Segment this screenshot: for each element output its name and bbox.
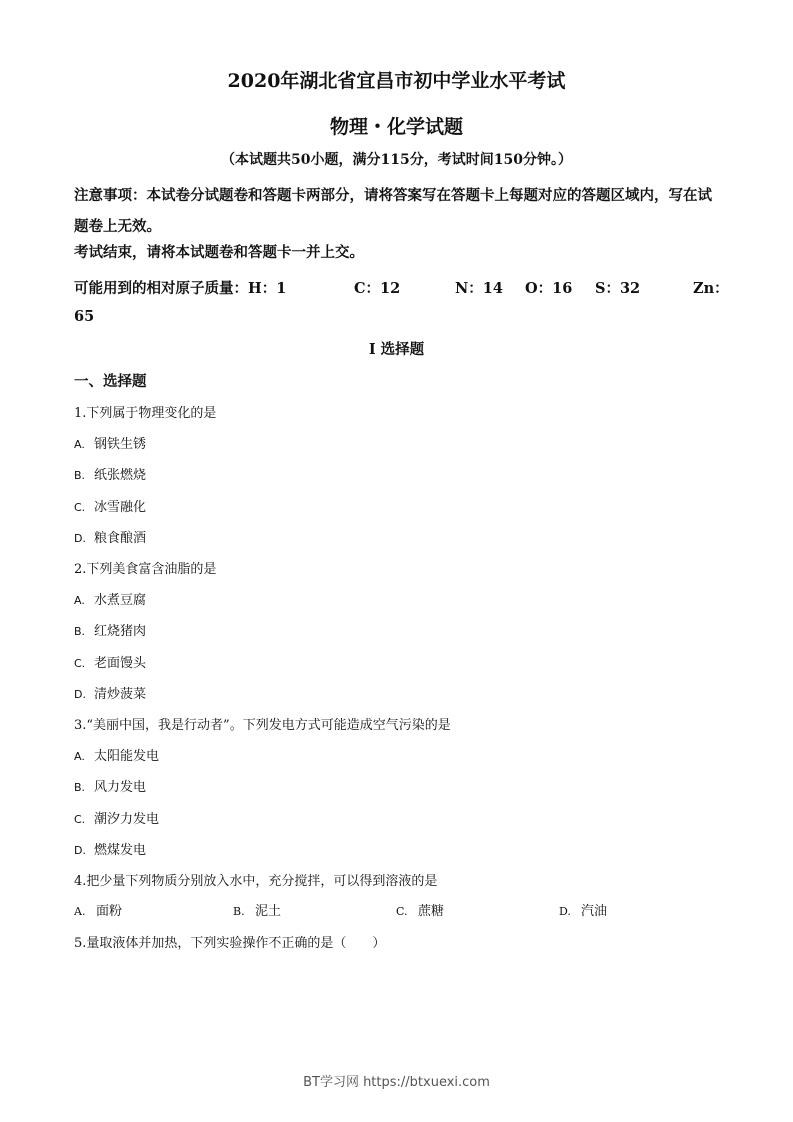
option-text: 风力发电 [94, 780, 147, 795]
option-letter: B. [74, 469, 86, 482]
option-text: 面粉 [96, 904, 123, 919]
answer-option [74, 464, 146, 483]
option-text: 红烧猪肉 [94, 624, 147, 639]
answer-option [559, 900, 607, 919]
answer-option [74, 620, 146, 639]
answer-option [396, 900, 444, 919]
atomic-mass-zn-value: 65 [74, 308, 95, 325]
option-letter: A. [74, 594, 85, 607]
option-text: 泥土 [255, 904, 282, 919]
answer-option [74, 652, 146, 671]
atomic-mass-zn: Zn： [693, 280, 729, 297]
option-text: 潮汐力发电 [94, 812, 160, 827]
question-stem: 5.量取液体并加热，下列实验操作不正确的是（ ） [74, 936, 386, 951]
answer-option [74, 683, 146, 702]
exam-title: 2020年湖北省宜昌市初中学业水平考试 [227, 70, 566, 92]
option-letter: B. [74, 625, 86, 638]
option-letter: C. [74, 813, 86, 826]
atomic-mass-c: C：12 [354, 280, 401, 297]
atomic-mass-label: 可能用到的相对原子质量：H：1 [74, 280, 287, 297]
notice-text: 注意事项：本试卷分试题卷和答题卡两部分，请将答案写在答题卡上每题对应的答题区域内，写在试题卷上无效。 [74, 187, 712, 235]
submission-note: 考试结束，请将本试题卷和答题卡一并上交。 [74, 244, 364, 261]
option-letter: D. [74, 844, 86, 857]
part-title: 一、选择题 [74, 373, 147, 390]
answer-option [74, 433, 146, 452]
option-letter: A. [74, 438, 85, 451]
option-text: 燃煤发电 [94, 843, 147, 858]
option-letter: D. [74, 688, 86, 701]
answer-option [74, 527, 146, 546]
option-letter: B. [233, 905, 245, 918]
option-letter: A. [74, 905, 86, 918]
answer-option [233, 900, 281, 919]
option-text: 清炒菠菜 [94, 687, 147, 702]
option-letter: C. [396, 905, 408, 918]
option-text: 老面馒头 [94, 656, 147, 671]
option-text: 蔗糖 [418, 904, 445, 919]
atomic-mass-o: O：16 [525, 280, 573, 297]
question-stem: 1.下列属于物理变化的是 [74, 406, 217, 421]
answer-option [74, 900, 122, 919]
exam-subtitle: 物理・化学试题 [329, 116, 463, 138]
option-text: 太阳能发电 [94, 749, 160, 764]
question-stem: 2.下列美食富含油脂的是 [74, 562, 217, 577]
answer-option [74, 745, 159, 764]
answer-option [74, 776, 146, 795]
answer-option [74, 589, 146, 608]
atomic-mass-s: S：32 [595, 280, 641, 297]
question-stem: 4.把少量下列物质分别放入水中，充分搅拌，可以得到溶液的是 [74, 874, 438, 889]
option-letter: C. [74, 657, 86, 670]
option-text: 汽油 [581, 904, 608, 919]
atomic-mass-line [74, 277, 729, 297]
section-title: I 选择题 [368, 341, 425, 358]
option-letter: D. [74, 532, 86, 545]
atomic-mass-n: N：14 [455, 280, 503, 297]
option-text: 钢铁生锈 [94, 437, 147, 452]
answer-option [74, 839, 146, 858]
option-letter: C. [74, 501, 86, 514]
option-letter: D. [559, 905, 571, 918]
answer-option [74, 808, 159, 827]
answer-option [74, 496, 146, 515]
answer-options-row [74, 900, 634, 920]
question-stem: 3.“美丽中国，我是行动者”。下列发电方式可能造成空气污染的是 [74, 718, 451, 733]
option-text: 冰雪融化 [94, 500, 147, 515]
footer-watermark: BT学习网 https://btxuexi.com [303, 1075, 490, 1090]
option-text: 水煮豆腐 [94, 593, 147, 608]
option-text: 粮食酿酒 [94, 531, 147, 546]
option-letter: B. [74, 781, 86, 794]
option-letter: A. [74, 750, 85, 763]
option-text: 纸张燃烧 [94, 468, 147, 483]
exam-info: （本试题共50小题，满分115分，考试时间150分钟。） [221, 152, 572, 168]
